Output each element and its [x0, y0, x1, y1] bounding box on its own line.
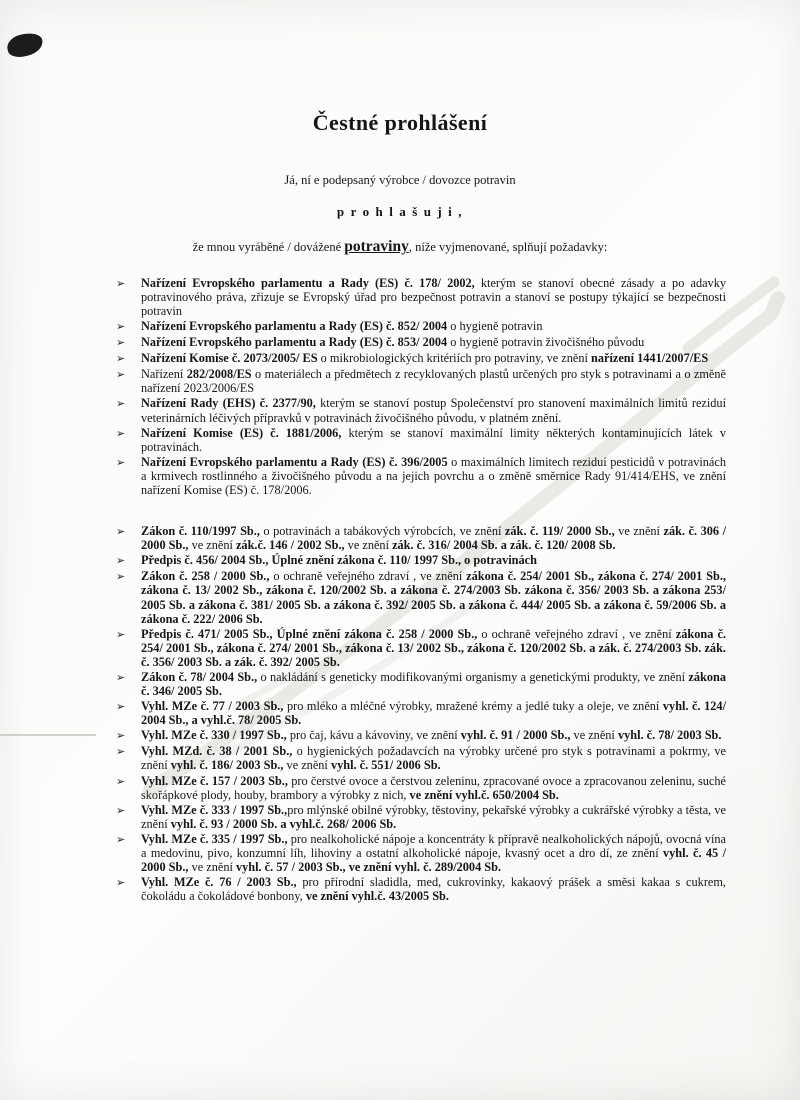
- arrow-bullet-icon: ➢: [116, 554, 126, 568]
- list-item: [116, 351, 726, 366]
- subject-emphasis: potraviny: [344, 238, 409, 255]
- list-item-text: Nařízení Evropského parlamentu a Rady (ES) č. 396/2005 o maximálních limitech reziduí pesticidů v potravinách a krmivech rostlinného a živočišného původu a na jejich povrchu a o změně směrnice Rady 91/414/EHS, ve znění nařízení Komise (ES) č. 178/2006.: [141, 454, 726, 498]
- arrow-bullet-icon: ➢: [116, 745, 126, 759]
- list-item: [116, 803, 726, 831]
- list-item-text: Vyhl. MZd. č. 38 / 2001 Sb., o hygienických požadavcích na výrobky určené pro styk s potravinami a pokrmy, ve znění vyhl. č. 186/ 2003 Sb., ve znění vyhl. č. 551/ 2006 Sb.: [141, 744, 727, 773]
- list-item: [116, 396, 726, 424]
- intro-line: Já, ní e podepsaný výrobce / dovozce potravin: [284, 173, 516, 187]
- list-item: [116, 569, 726, 625]
- list-item: [116, 699, 726, 727]
- subject-suffix: , níže vyjmenované, splňují požadavky:: [408, 240, 608, 254]
- arrow-bullet-icon: ➢: [116, 368, 126, 382]
- list-item: [116, 553, 726, 568]
- list-item-text: Vyhl. MZe č. 76 / 2003 Sb., pro přírodní sladidla, med, cukrovinky, kakaový prášek a směsi kakaa s cukrem, čokoládu a čokoládové bonbony, ve znění vyhl.č. 43/2005 Sb.: [141, 875, 727, 904]
- document-title: Čestné prohlášení: [312, 110, 488, 135]
- list-item-text: Nařízení Komise (ES) č. 1881/2006, kterým se stanoví maximální limity některých kontaminujících látek v potravinách.: [141, 425, 726, 454]
- subject-prefix: že mnou vyráběné / dovážené: [192, 240, 345, 254]
- list-item-text: Nařízení Komise č. 2073/2005/ ES o mikrobiologických kritériích pro potraviny, ve znění nařízení 1441/2007/ES: [141, 351, 709, 366]
- list-item-text: Vyhl. MZe č. 333 / 1997 Sb.,pro mlýnské obilné výrobky, těstoviny, pekařské výrobky a cukrářské výrobky a těsta, ve znění vyhl. č. 93 / 2000 Sb. a vyhl.č. 268/ 2006 Sb.: [141, 802, 726, 831]
- list-item: [116, 426, 726, 454]
- arrow-bullet-icon: ➢: [116, 729, 126, 743]
- arrow-bullet-icon: ➢: [116, 876, 126, 890]
- list-item-text: Nařízení Evropského parlamentu a Rady (ES) č. 178/ 2002, kterým se stanoví obecné zásady a po adavky potravinového práva, zřizuje se Evropský úřad pro bezpečnost potravin a stanoví se postupy týkající se bezpečnosti potravin: [141, 276, 726, 319]
- list-item: [116, 319, 726, 334]
- arrow-bullet-icon: ➢: [116, 803, 126, 817]
- arrow-bullet-icon: ➢: [116, 455, 126, 469]
- declaration-word: p r o h l a š u j i ,: [336, 204, 464, 219]
- list-item-text: Předpis č. 471/ 2005 Sb., Úplné znění zákona č. 258 / 2000 Sb., o ochraně veřejného zdraví , ve znění zákona č. 254/ 2001 Sb., zákona č. 274/ 2001 Sb., zákona č. 13/ 2002 Sb., zákona č. 120/2002 Sb. a zák. č. 274/2003 Sb. zák. č. 356/ 2003 Sb. a zák. č. 392/ 2005 Sb.: [141, 626, 726, 669]
- list-item-text: Zákon č. 110/1997 Sb., o potravinách a tabákových výrobcích, ve znění zák. č. 119/ 2000 Sb., ve znění zák. č. 306 / 2000 Sb., ve znění zák.č. 146 / 2002 Sb., ve znění zák. č. 316/ 2004 Sb. a zák. č. 120/ 2008 Sb.: [141, 524, 727, 553]
- arrow-bullet-icon: ➢: [116, 525, 126, 539]
- list-item: [116, 774, 726, 802]
- list-item: [116, 832, 726, 874]
- list-item-text: Vyhl. MZe č. 330 / 1997 Sb., pro čaj, kávu a kávoviny, ve znění vyhl. č. 91 / 2000 Sb., ve znění vyhl. č. 78/ 2003 Sb.: [141, 728, 722, 743]
- arrow-bullet-icon: ➢: [116, 627, 126, 641]
- subject-line: [0, 238, 800, 256]
- list-item: [116, 875, 726, 903]
- list-item-text: Zákon č. 78/ 2004 Sb., o nakládání s geneticky modifikovanými organismy a genetickými produkty, ve znění zákona č. 346/ 2005 Sb.: [141, 669, 727, 699]
- arrow-bullet-icon: ➢: [116, 670, 126, 684]
- list-item: [116, 627, 726, 669]
- list-item-text: Vyhl. MZe č. 157 / 2003 Sb., pro čerstvé ovoce a čerstvou zeleninu, zpracované ovoce a zpracovanou zeleninu, suché skořápkové plody, houby, brambory a výrobky z nich, ve znění vyhl.č. 650/2004 Sb.: [141, 773, 726, 802]
- arrow-bullet-icon: ➢: [116, 774, 126, 788]
- list-item-text: Nařízení Evropského parlamentu a Rady (ES) č. 852/ 2004 o hygieně potravin: [141, 319, 543, 334]
- arrow-bullet-icon: ➢: [116, 570, 126, 584]
- regulation-list-national: [116, 524, 726, 903]
- list-item-text: Nařízení Evropského parlamentu a Rady (ES) č. 853/ 2004 o hygieně potravin živočišného původu: [141, 335, 645, 350]
- list-item-text: Nařízení 282/2008/ES o materiálech a předmětech z recyklovaných plastů určených pro styk s potravinami a o změně nařízení 2023/2006/ES: [141, 367, 726, 396]
- arrow-bullet-icon: ➢: [116, 397, 126, 411]
- arrow-bullet-icon: ➢: [116, 426, 126, 440]
- list-item-text: Vyhl. MZe č. 335 / 1997 Sb., pro nealkoholické nápoje a koncentráty k přípravě nealkoholických nápojů, ovocná vína a medovinu, pivo, konzumní líh, lihoviny a ostatní alkoholické nápoje, kvasný ocet a dro dí, ze znění vyhl. č. 45 / 2000 Sb., ve znění vyhl. č. 57 / 2003 Sb., ve znění vyhl. č. 289/2004 Sb.: [141, 831, 726, 875]
- list-item-text: Zákon č. 258 / 2000 Sb., o ochraně veřejného zdraví , ve znění zákona č. 254/ 2001 Sb., zákona č. 274/ 2001 Sb., zákona č. 13/ 2002 Sb., zákona č. 120/2002 Sb. a zákona č. 274/2003 Sb. zákona č. 356/ 2003 Sb. a zákona 253/ 2005 Sb. a zákona č. 381/ 2005 Sb. a zákona č. 392/ 2005 Sb. a zákona č. 444/ 2005 Sb. a zákona č. 59/2006 Sb. a zákona č. 222/ 2006 Sb.: [141, 569, 726, 626]
- arrow-bullet-icon: ➢: [116, 320, 126, 334]
- arrow-bullet-icon: ➢: [116, 700, 126, 714]
- list-item: [116, 728, 726, 743]
- arrow-bullet-icon: ➢: [116, 352, 126, 366]
- arrow-bullet-icon: ➢: [116, 277, 126, 290]
- arrow-bullet-icon: ➢: [116, 336, 126, 350]
- list-item: [116, 455, 726, 497]
- arrow-bullet-icon: ➢: [116, 832, 126, 846]
- list-item-text: Předpis č. 456/ 2004 Sb., Úplné znění zákona č. 110/ 1997 Sb., o potravinách: [141, 553, 537, 568]
- list-item: [116, 367, 726, 395]
- list-item-text: Vyhl. MZe č. 77 / 2003 Sb., pro mléko a mléčné výrobky, mražené krémy a jedlé tuky a oleje, ve znění vyhl. č. 124/ 2004 Sb., a vyhl.č. 78/ 2005 Sb.: [141, 699, 726, 728]
- regulation-list-eu: [116, 276, 726, 497]
- list-item: [116, 670, 726, 698]
- list-item: [116, 524, 726, 552]
- list-item-text: Nařízení Rady (EHS) č. 2377/90, kterým se stanoví postup Společenství pro stanovení maximálních limitů reziduí veterinárních léčivých přípravků v potravinách živočišného původu, v platném znění.: [141, 396, 726, 425]
- list-item: [116, 335, 726, 350]
- list-item: [116, 276, 726, 318]
- list-item: [116, 744, 726, 772]
